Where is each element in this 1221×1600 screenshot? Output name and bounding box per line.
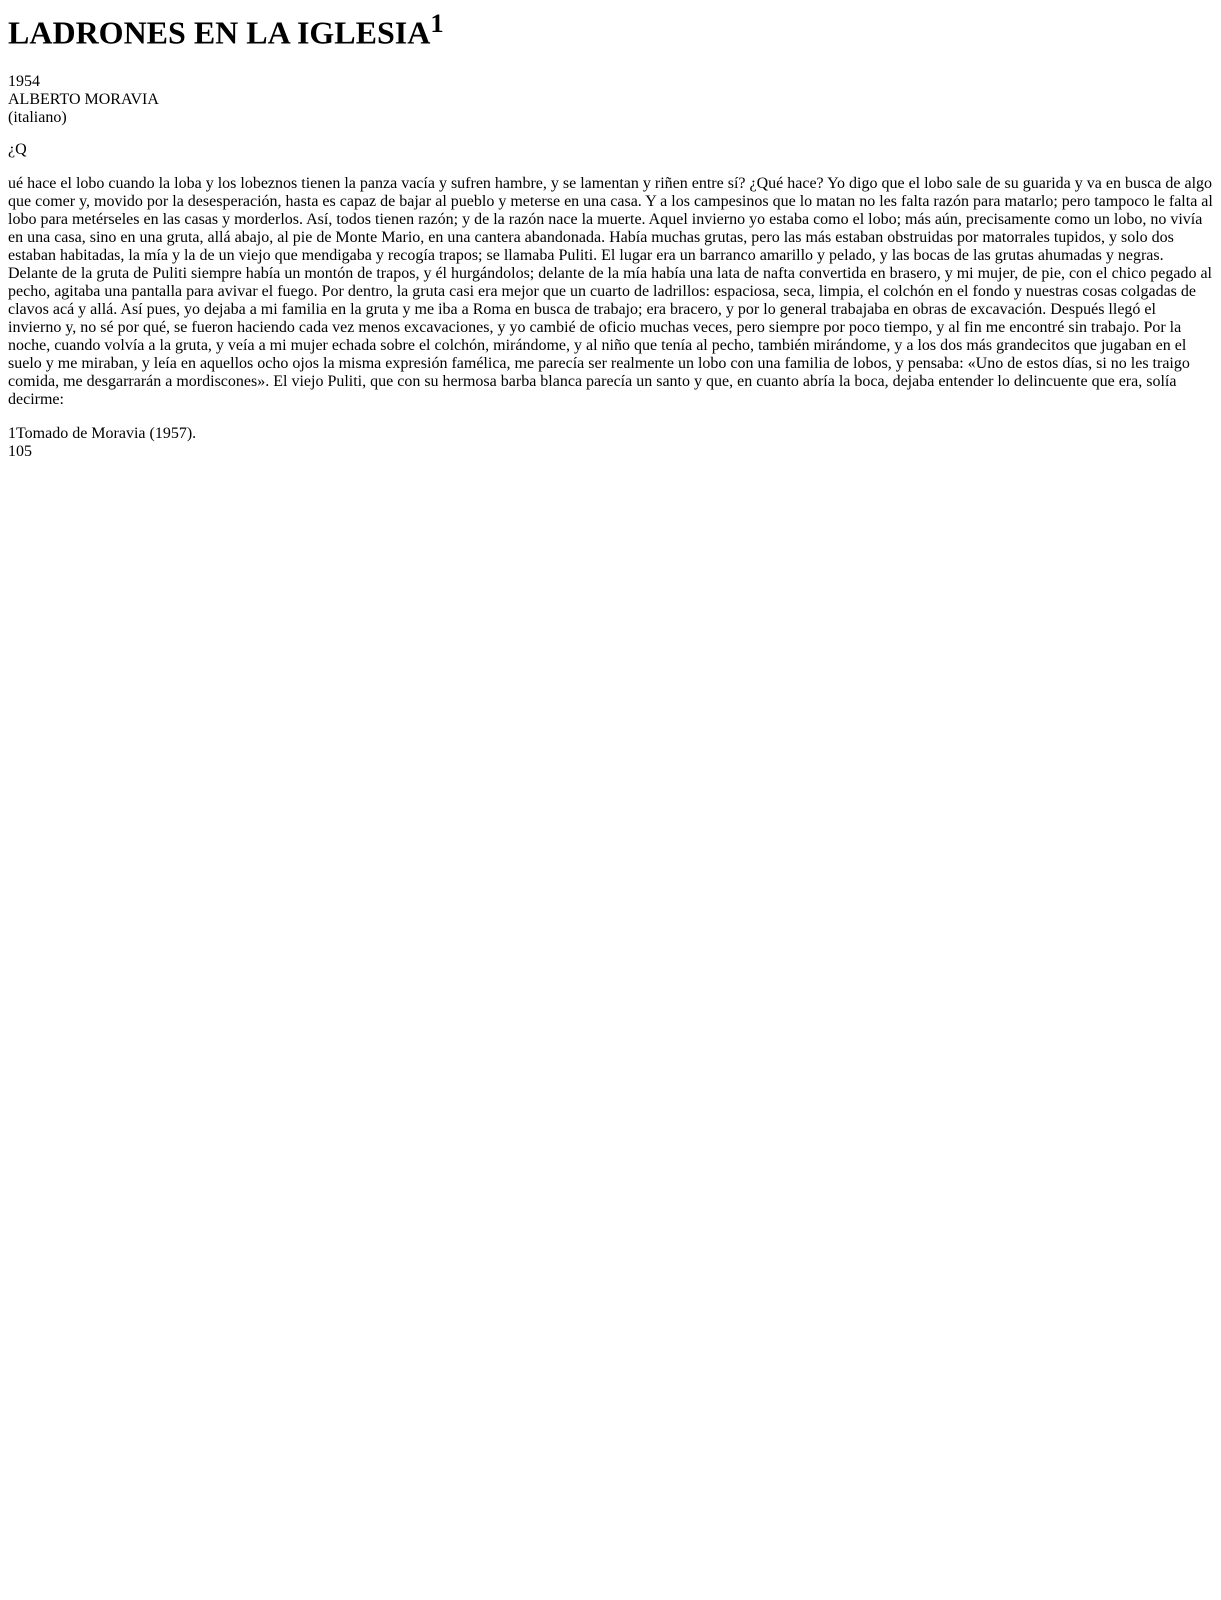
story-title	[8, 8, 1213, 52]
story-header	[8, 8, 1213, 141]
flourish-divider-icon	[8, 127, 1213, 141]
page	[8, 8, 1213, 461]
page-number	[8, 443, 1213, 461]
title-footnote-mark: 1	[430, 8, 444, 38]
original-language: (italiano)	[8, 109, 67, 127]
story-body	[8, 141, 1213, 409]
footnote	[8, 425, 1213, 443]
drop-cap: ¿Q	[8, 141, 27, 159]
footnote-number: 1	[8, 425, 16, 443]
story-paragraph: ué hace el lobo cuando la loba y los lobeznos tienen la panza vacía y sufren hambre, y se lamentan y riñen entre sí? ¿Qué hace? Yo digo que el lobo sale de su guarida y va en busca de algo que comer y, movido por la desesperación, hasta es capaz de bajar al pueblo y meterse en una casa. Y a los campesinos que lo matan no les falta razón para matarlo; pero tampoco le falta al lobo para metérseles en las casas y morderlos. Así, todos tienen razón; y de la razón nace la muerte. Aquel invierno yo estaba como el lobo; más aún, precisamente como un lobo, no vivía en una casa, sino en una gruta, allá abajo, al pie de Monte Mario, en una cantera abandonada. Había muchas grutas, pero las más estaban obstruidas por matorrales tupidos, y solo dos estaban habitadas, la mía y la de un viejo que mendigaba y recogía trapos; se llamaba Puliti. El lugar era un barranco amarillo y pelado, y las bocas de las grutas ahumadas y negras. Delante de la gruta de Puliti siempre había un montón de trapos, y él hurgándolos; delante de la mía había una lata de nafta convertida en brasero, y mi mujer, de pie, con el chico pegado al pecho, agitaba una pantalla para avivar el fuego. Por dentro, la gruta casi era mejor que un cuarto de ladrillos: espaciosa, seca, limpia, el colchón en el fondo y nuestras cosas colgadas de clavos acá y allá. Así pues, yo dejaba a mi familia en la gruta y me iba a Roma en busca de trabajo; era bracero, y por lo general trabajaba en obras de excavación. Después llegó el invierno y, no sé por qué, se fueron haciendo cada vez menos excavaciones, y yo cambié de oficio muchas veces, pero siempre por poco tiempo, y al fin me encontré sin trabajo. Por la noche, cuando volvía a la gruta, y veía a mi mujer echada sobre el colchón, mirándome, y al niño que tenía al pecho, también mirándome, y a los dos más grandecitos que jugaban en el suelo y me miraban, y leía en aquellos ocho ojos la misma expresión famélica, me parecía ser realmente un lobo con una familia de lobos, y pensaba: «Uno de estos días, si no les traigo comida, me desgarrarán a mordiscones». El viejo Puliti, que con su hermosa barba blanca parecía un santo y que, en cuanto abría la boca, dejaba entender lo delincuente que era, solía decirme:	[8, 175, 1213, 409]
title-text: LADRONES EN LA IGLESIA	[8, 14, 431, 51]
footnote-text: Tomado de Moravia (1957).	[16, 425, 197, 443]
page-number-text: 105	[8, 443, 32, 461]
publication-year: 1954	[8, 73, 40, 91]
author-name: ALBERTO MORAVIA	[8, 91, 159, 109]
